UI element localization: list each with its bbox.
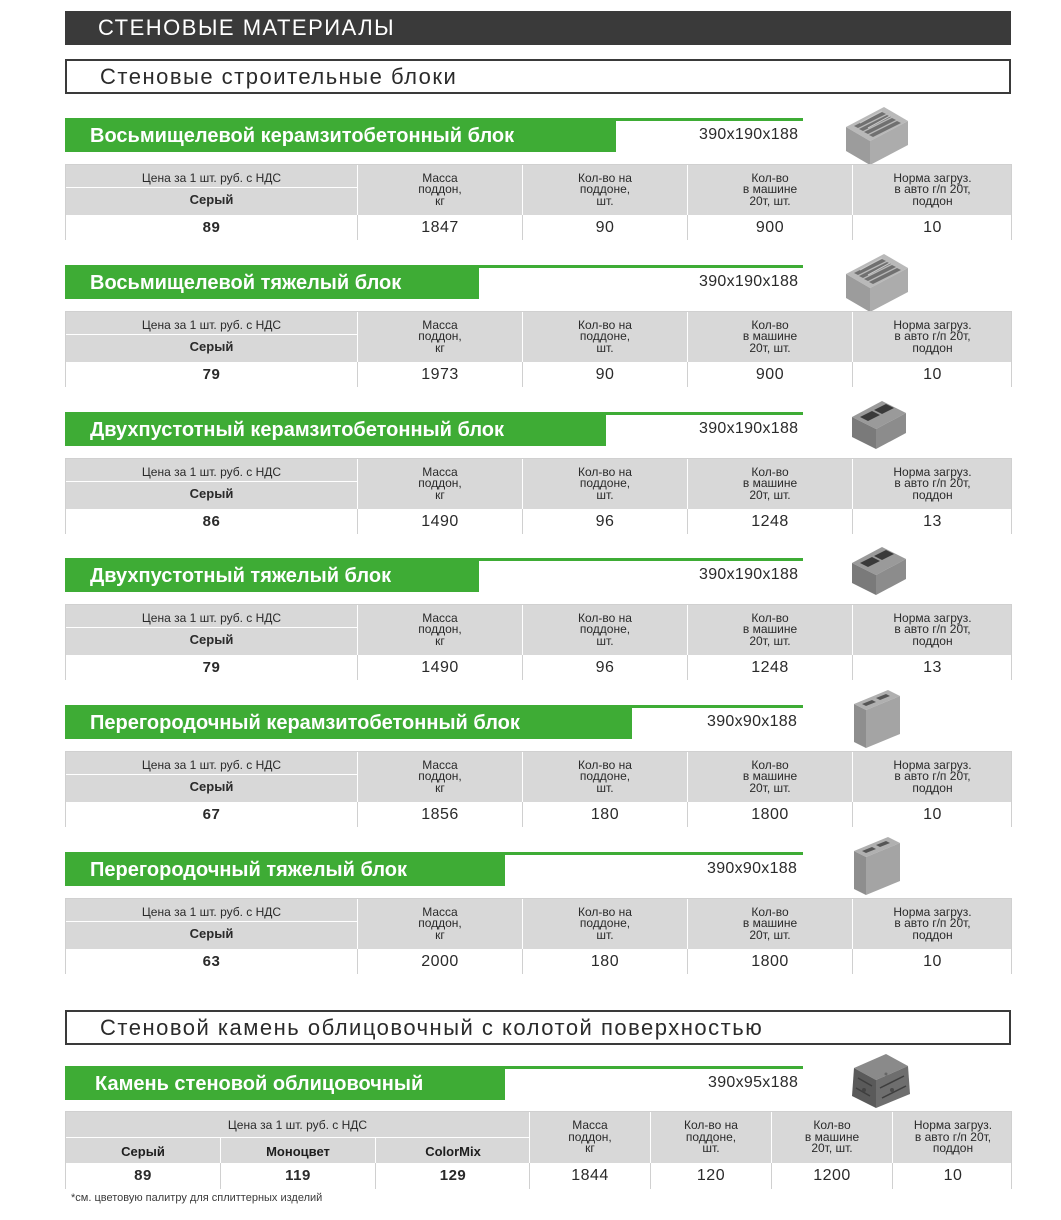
header-norm: Норма загруз. в авто г/п 20т, поддон	[893, 317, 972, 355]
product-title: Камень стеновой облицовочный	[65, 1068, 505, 1100]
product-table	[65, 164, 1012, 240]
price-label: Цена за 1 шт. руб. с НДС	[141, 611, 282, 625]
product-title: Восьмищелевой тяжелый блок	[65, 267, 479, 299]
eight-slot-block-icon	[842, 101, 912, 172]
table-row	[66, 362, 1011, 387]
product-dimensions: 390x190x188	[699, 273, 799, 290]
header-per-pallet: Кол-во на поддоне, шт.	[578, 757, 632, 795]
product-dimensions: 390x90x188	[707, 860, 798, 877]
value-norm: 10	[923, 366, 942, 383]
value-price: 63	[202, 953, 221, 970]
value-price: 67	[202, 806, 221, 823]
price-label: Цена за 1 шт. руб. с НДС	[141, 758, 282, 772]
facing-stone-table	[65, 1111, 1012, 1189]
divider	[66, 481, 357, 482]
header-norm: Норма загруз. в авто г/п 20т, поддон	[913, 1118, 993, 1156]
section-title-facing-stone: Стеновой камень облицовочный с колотой поверхностью	[65, 1010, 1011, 1045]
color-label-grey: Серый	[189, 339, 234, 354]
product-dimensions: 390x90x188	[707, 713, 798, 730]
color-label-grey: Серый	[189, 192, 234, 207]
product-table	[65, 458, 1012, 534]
header-per-pallet: Кол-во на поддоне, шт.	[578, 170, 632, 208]
product-block	[0, 265, 1061, 395]
color-label-grey: Серый	[189, 632, 234, 647]
header-norm: Норма загруз. в авто г/п 20т, поддон	[893, 757, 972, 795]
product-table	[65, 751, 1012, 827]
value-norm: 10	[943, 1167, 963, 1184]
header-per-pallet: Кол-во на поддоне, шт.	[578, 464, 632, 502]
table-header	[66, 752, 1011, 802]
value-norm: 10	[923, 806, 942, 823]
facing-stone-product	[0, 1066, 1061, 1196]
product-title: Двухпустотный керамзитобетонный блок	[65, 414, 606, 446]
product-table	[65, 604, 1012, 680]
header-per-truck: Кол-во в машине 20т, шт.	[742, 757, 798, 795]
color-label-grey: Серый	[189, 486, 234, 501]
value-per-truck: 1800	[751, 806, 789, 823]
product-dimensions: 390x190x188	[699, 126, 799, 143]
header-mass: Масса поддон, кг	[418, 757, 462, 795]
header-per-pallet: Кол-во на поддоне, шт.	[578, 904, 632, 942]
header-per-truck: Кол-во в машине 20т, шт.	[742, 464, 798, 502]
value-per-pallet: 96	[595, 659, 615, 676]
table-header	[66, 605, 1011, 655]
header-per-truck: Кол-во в машине 20т, шт.	[742, 317, 798, 355]
partition-block-icon	[848, 835, 904, 902]
value-norm: 10	[923, 953, 942, 970]
value-per-pallet: 90	[595, 366, 615, 383]
divider	[66, 187, 357, 188]
value-mass: 1847	[421, 219, 459, 236]
price-mono: 119	[285, 1167, 311, 1184]
color-label-grey: Серый	[189, 779, 234, 794]
product-block	[0, 852, 1061, 982]
header-per-truck: Кол-во в машине 20т, шт.	[804, 1118, 860, 1156]
divider	[220, 1138, 221, 1163]
color-label-mono: Моноцвет	[266, 1144, 330, 1159]
two-hollow-block-icon	[848, 395, 910, 456]
value-per-truck: 1800	[751, 953, 789, 970]
header-norm: Норма загруз. в авто г/п 20т, поддон	[893, 170, 972, 208]
product-block	[0, 412, 1061, 542]
table-row	[66, 1163, 1011, 1189]
header-mass: Масса поддон, кг	[418, 170, 462, 208]
value-mass: 2000	[421, 953, 459, 970]
value-norm: 10	[923, 219, 942, 236]
value-per-pallet: 120	[696, 1167, 726, 1184]
product-title: Перегородочный керамзитобетонный блок	[65, 707, 632, 739]
value-mass: 1973	[421, 366, 459, 383]
value-mass: 1490	[421, 513, 459, 530]
table-header	[66, 459, 1011, 509]
value-per-pallet: 96	[595, 513, 615, 530]
product-dimensions: 390x190x188	[699, 420, 799, 437]
split-face-stone-icon	[848, 1050, 914, 1117]
divider	[375, 1138, 376, 1163]
section-title-blocks: Стеновые строительные блоки	[65, 59, 1011, 94]
divider	[66, 1137, 529, 1138]
divider	[66, 627, 357, 628]
value-mass: 1490	[421, 659, 459, 676]
value-per-truck: 1248	[751, 659, 789, 676]
table-row	[66, 949, 1011, 974]
price-grey: 89	[134, 1167, 152, 1184]
product-title: Двухпустотный тяжелый блок	[65, 560, 479, 592]
value-norm: 13	[923, 513, 942, 530]
table-row	[66, 802, 1011, 827]
price-colormix: 129	[439, 1167, 467, 1184]
product-block	[0, 705, 1061, 835]
value-mass: 1856	[421, 806, 459, 823]
header-per-pallet: Кол-во на поддоне, шт.	[578, 610, 632, 648]
header-norm: Норма загруз. в авто г/п 20т, поддон	[893, 464, 972, 502]
value-per-truck: 1248	[751, 513, 789, 530]
product-dimensions: 390x190x188	[699, 566, 799, 583]
price-label: Цена за 1 шт. руб. с НДС	[141, 465, 282, 479]
partition-block-icon	[848, 688, 904, 755]
value-per-truck: 900	[755, 219, 785, 236]
header-norm: Норма загруз. в авто г/п 20т, поддон	[893, 610, 972, 648]
table-header	[66, 899, 1011, 949]
value-per-pallet: 180	[590, 806, 620, 823]
product-block	[0, 558, 1061, 688]
page-header: СТЕНОВЫЕ МАТЕРИАЛЫ	[65, 11, 1011, 45]
table-row	[66, 215, 1011, 240]
table-header	[66, 312, 1011, 362]
header-per-pallet: Кол-во на поддоне, шт.	[684, 1118, 738, 1156]
color-label-colormix: ColorMix	[425, 1144, 481, 1159]
table-row	[66, 655, 1011, 680]
price-label: Цена за 1 шт. руб. с НДС	[141, 905, 282, 919]
value-per-truck: 900	[755, 366, 785, 383]
footnote: *см. цветовую палитру для сплиттерных изделий	[71, 1192, 323, 1204]
product-dimensions: 390x95x188	[708, 1074, 799, 1091]
value-norm: 13	[923, 659, 942, 676]
price-label: Цена за 1 шт. руб. с НДС	[227, 1118, 368, 1132]
value-mass: 1844	[571, 1167, 609, 1184]
price-label: Цена за 1 шт. руб. с НДС	[141, 318, 282, 332]
product-table	[65, 311, 1012, 387]
product-block	[0, 118, 1061, 248]
header-per-truck: Кол-во в машине 20т, шт.	[742, 170, 798, 208]
divider	[66, 774, 357, 775]
divider	[66, 921, 357, 922]
value-per-truck: 1200	[813, 1167, 851, 1184]
divider	[66, 334, 357, 335]
header-per-truck: Кол-во в машине 20т, шт.	[742, 904, 798, 942]
value-price: 79	[202, 366, 221, 383]
value-price: 79	[202, 659, 221, 676]
header-mass: Масса поддон, кг	[568, 1118, 612, 1156]
value-per-pallet: 180	[590, 953, 620, 970]
value-per-pallet: 90	[595, 219, 615, 236]
header-per-pallet: Кол-во на поддоне, шт.	[578, 317, 632, 355]
value-price: 89	[202, 219, 221, 236]
color-label-grey: Серый	[121, 1144, 165, 1159]
header-norm: Норма загруз. в авто г/п 20т, поддон	[893, 904, 972, 942]
product-table	[65, 898, 1012, 974]
color-label-grey: Серый	[189, 926, 234, 941]
table-row	[66, 509, 1011, 534]
header-mass: Масса поддон, кг	[418, 610, 462, 648]
eight-slot-block-icon	[842, 248, 912, 319]
table-header	[66, 165, 1011, 215]
product-title: Восьмищелевой керамзитобетонный блок	[65, 120, 616, 152]
header-mass: Масса поддон, кг	[418, 904, 462, 942]
table-header	[66, 1112, 1011, 1163]
value-price: 86	[202, 513, 221, 530]
header-per-truck: Кол-во в машине 20т, шт.	[742, 610, 798, 648]
header-mass: Масса поддон, кг	[418, 317, 462, 355]
product-title: Перегородочный тяжелый блок	[65, 854, 505, 886]
price-label: Цена за 1 шт. руб. с НДС	[141, 171, 282, 185]
two-hollow-block-icon	[848, 541, 910, 602]
header-mass: Масса поддон, кг	[418, 464, 462, 502]
